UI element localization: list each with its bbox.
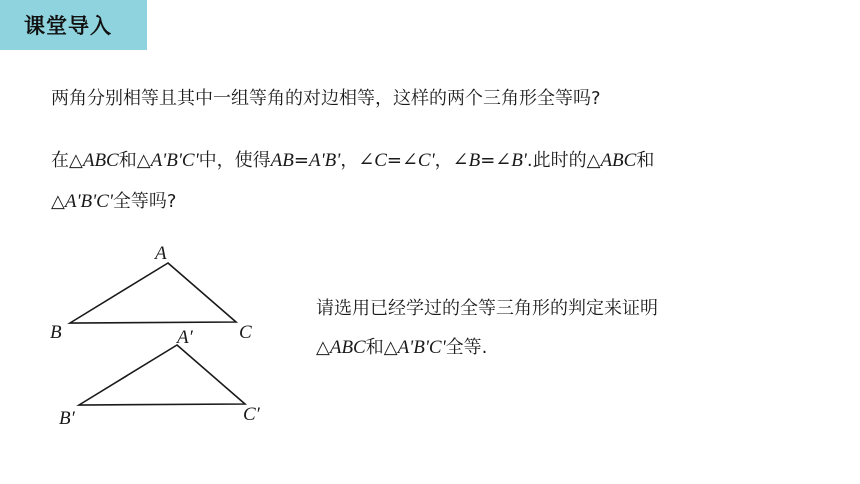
q2-math-1: ABC <box>82 150 119 171</box>
hint-text-2: 全等. <box>445 337 488 358</box>
q3-text: 全等吗? <box>112 191 177 212</box>
q3-math: A'B'C' <box>64 191 113 212</box>
triangle-symbol: △ <box>69 150 83 171</box>
hint-math-2: A'B'C' <box>397 337 446 358</box>
q2-text-6: = <box>386 150 402 171</box>
triangle-symbol: △ <box>316 337 330 358</box>
q2-text-7: ， <box>434 150 453 171</box>
q2-math-3: AB <box>270 150 294 171</box>
q2-text-1: 在 <box>51 150 69 171</box>
hint-math-1: ABC <box>329 337 366 358</box>
q2-text-10: 和 <box>636 150 655 171</box>
q2-text-2: 和 <box>118 150 137 171</box>
q2-text-5: ， <box>340 150 359 171</box>
triangle-a2b2c2 <box>79 345 245 405</box>
label-b: B <box>50 322 62 343</box>
label-c-prime: C′ <box>243 404 260 425</box>
label-a: A <box>155 243 167 264</box>
hint-line-1: 请选用已经学过的全等三角形的判定来证明 <box>316 298 658 319</box>
hint-text-1: 和 <box>365 337 384 358</box>
triangle-symbol: △ <box>383 337 398 358</box>
q2-text-3: 中，使得 <box>198 150 271 171</box>
label-a-prime: A′ <box>177 327 193 348</box>
q2-text-4: = <box>293 150 309 171</box>
q2-math-8: ∠B' <box>495 150 527 171</box>
q2-text-8: = <box>480 150 496 171</box>
triangle-symbol: △ <box>136 150 151 171</box>
triangle-abc <box>70 263 236 323</box>
section-tag-label: 课堂导入 <box>24 14 112 38</box>
q2-math-9: ABC <box>600 150 637 171</box>
label-c: C <box>239 322 252 343</box>
q2-math-2: A'B'C' <box>150 150 199 171</box>
q2-text-9: .此时的 <box>526 150 587 171</box>
hint-line-2 <box>316 336 487 360</box>
q2-math-7: ∠B <box>452 150 481 171</box>
triangle-symbol: △ <box>586 150 601 171</box>
q2-math-6: ∠C' <box>402 150 435 171</box>
triangle-symbol: △ <box>51 191 65 212</box>
question-line-1: 两角分别相等且其中一组等角的对边相等，这样的两个三角形全等吗? <box>51 88 601 109</box>
q2-math-5: ∠C <box>358 150 387 171</box>
q2-math-4: A'B' <box>308 150 341 171</box>
label-b-prime: B′ <box>59 408 75 429</box>
